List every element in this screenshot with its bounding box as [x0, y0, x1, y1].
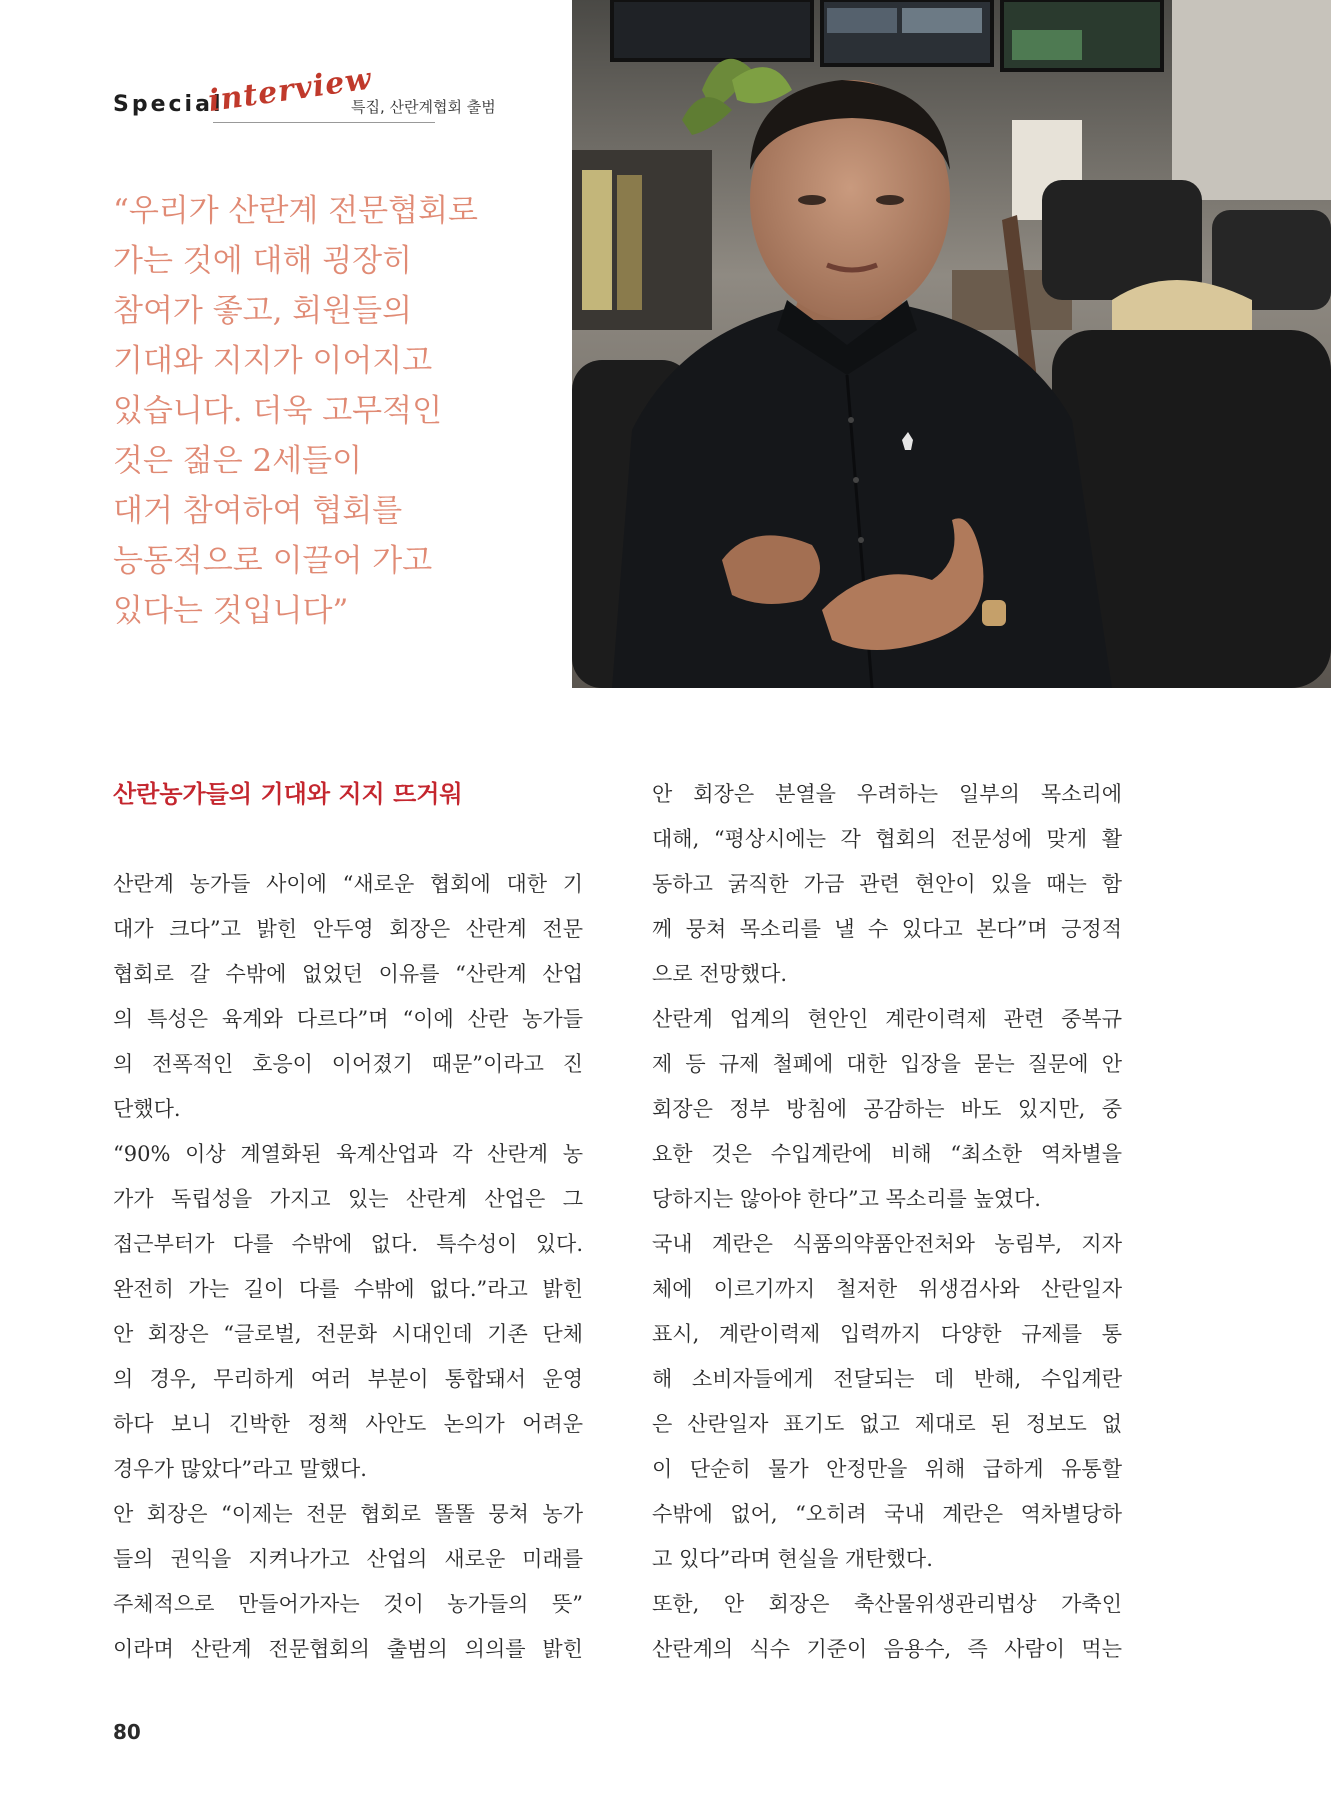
article-text-line: 주체적으로 만들어가자는 것이 농가들의 뜻”	[113, 1592, 583, 1616]
article-text-line: 표시, 계란이력제 입력까지 다양한 규제를 통	[652, 1322, 1122, 1346]
pull-quote-line: 대거 참여하여 협회를	[113, 493, 403, 529]
article-text-line: 해 소비자들에게 전달되는 데 반해, 수입계란	[652, 1367, 1122, 1391]
pull-quote-line: 참여가 좋고, 회원들의	[113, 293, 413, 329]
article-text-line: 체에 이르기까지 철저한 위생검사와 산란일자	[652, 1277, 1122, 1301]
article-text-line: 의 경우, 무리하게 여러 부분이 통합돼서 운영	[113, 1367, 583, 1391]
pull-quote-line: 있습니다. 더욱 고무적인	[113, 393, 443, 429]
article-text-line: 께 뭉쳐 목소리를 낼 수 있다고 본다”며 긍정적	[652, 917, 1122, 941]
article-text-line: 의 전폭적인 호응이 이어졌기 때문”이라고 진	[113, 1052, 583, 1076]
header-underline	[213, 122, 435, 123]
pull-quote-line: 있다는 것입니다”	[113, 593, 349, 629]
pull-quote	[113, 186, 553, 636]
article-text-line: 당하지는 않아야 한다”고 목소리를 높였다.	[652, 1187, 1041, 1211]
pull-quote-line: 것은 젊은 2세들이	[113, 443, 363, 479]
article-text-line: 안 회장은 “글로벌, 전문화 시대인데 기존 단체	[113, 1322, 583, 1346]
article-text-line: 가가 독립성을 가지고 있는 산란계 산업은 그	[113, 1187, 583, 1211]
article-text-line: 국내 계란은 식품의약품안전처와 농림부, 지자	[652, 1232, 1122, 1256]
article-text-line: 수밖에 없어, “오히려 국내 계란은 역차별당하	[652, 1502, 1122, 1526]
section-tag: 특집, 산란계협회 출범	[351, 98, 496, 116]
pull-quote-line: 능동적으로 이끌어 가고	[113, 543, 433, 579]
article-text-line: 이 단순히 물가 안정만을 위해 급하게 유통할	[652, 1457, 1122, 1481]
article-text-line: 산란계의 식수 기준이 음용수, 즉 사람이 먹는	[652, 1637, 1122, 1661]
pull-quote-line: 기대와 지지가 이어지고	[113, 343, 433, 379]
article-text-line: 산란계 업계의 현안인 계란이력제 관련 중복규	[652, 1007, 1122, 1031]
article-text-line: 은 산란일자 표기도 없고 제대로 된 정보도 없	[652, 1412, 1122, 1436]
article-text-line: 들의 권익을 지켜나가고 산업의 새로운 미래를	[113, 1547, 583, 1571]
article-text-line: 이라며 산란계 전문협회의 출범의 의의를 밝힌	[113, 1637, 583, 1661]
pull-quote-line: 가는 것에 대해 굉장히	[113, 243, 413, 279]
article-text-line: 안 회장은 “이제는 전문 협회로 똘똘 뭉쳐 농가	[113, 1502, 583, 1526]
article-text-line: 산란계 농가들 사이에 “새로운 협회에 대한 기	[113, 872, 583, 896]
article-text-line: 단했다.	[113, 1097, 181, 1121]
kicker-special: Special	[113, 92, 224, 117]
article-text-line: 회장은 정부 방침에 공감하는 바도 있지만, 중	[652, 1097, 1122, 1121]
article-column-right	[652, 772, 1122, 1672]
pull-quote-line: “우리가 산란계 전문협회로	[113, 193, 478, 229]
article-column-left	[113, 772, 583, 1672]
article-text-line: 또한, 안 회장은 축산물위생관리법상 가축인	[652, 1592, 1122, 1616]
article-text-line: 안 회장은 분열을 우려하는 일부의 목소리에	[652, 782, 1122, 806]
article-text-line: 대가 크다”고 밝힌 안두영 회장은 산란계 전문	[113, 917, 583, 941]
page-header	[113, 61, 573, 134]
article-text-line: 요한 것은 수입계란에 비해 “최소한 역차별을	[652, 1142, 1122, 1166]
page-number: 80	[113, 1720, 141, 1744]
article-text-line: “90% 이상 계열화된 육계산업과 각 산란계 농	[113, 1142, 583, 1166]
article-text-line: 협회로 갈 수밖에 없었던 이유를 “산란계 산업	[113, 962, 583, 986]
article-text-line: 의 특성은 육계와 다르다”며 “이에 산란 농가들	[113, 1007, 583, 1031]
article-text-line: 경우가 많았다”라고 말했다.	[113, 1457, 367, 1481]
article-text-line: 동하고 굵직한 가금 관련 현안이 있을 때는 함	[652, 872, 1122, 896]
kicker-interview-script: interview	[206, 61, 375, 119]
photo-illustration	[572, 0, 1331, 688]
article-text-line: 대해, “평상시에는 각 협회의 전문성에 맞게 활	[652, 827, 1122, 851]
article-heading: 산란농가들의 기대와 지지 뜨거워	[113, 780, 463, 808]
article-text-line: 고 있다”라며 현실을 개탄했다.	[652, 1547, 933, 1571]
article-text-line: 제 등 규제 철폐에 대한 입장을 묻는 질문에 안	[652, 1052, 1122, 1076]
article-text-line: 접근부터가 다를 수밖에 없다. 특수성이 있다.	[113, 1232, 583, 1256]
interview-photo	[572, 0, 1331, 688]
article-text-line: 하다 보니 긴박한 정책 사안도 논의가 어려운	[113, 1412, 583, 1436]
article-text-line: 완전히 가는 길이 다를 수밖에 없다.”라고 밝힌	[113, 1277, 583, 1301]
article-text-line: 으로 전망했다.	[652, 962, 788, 986]
